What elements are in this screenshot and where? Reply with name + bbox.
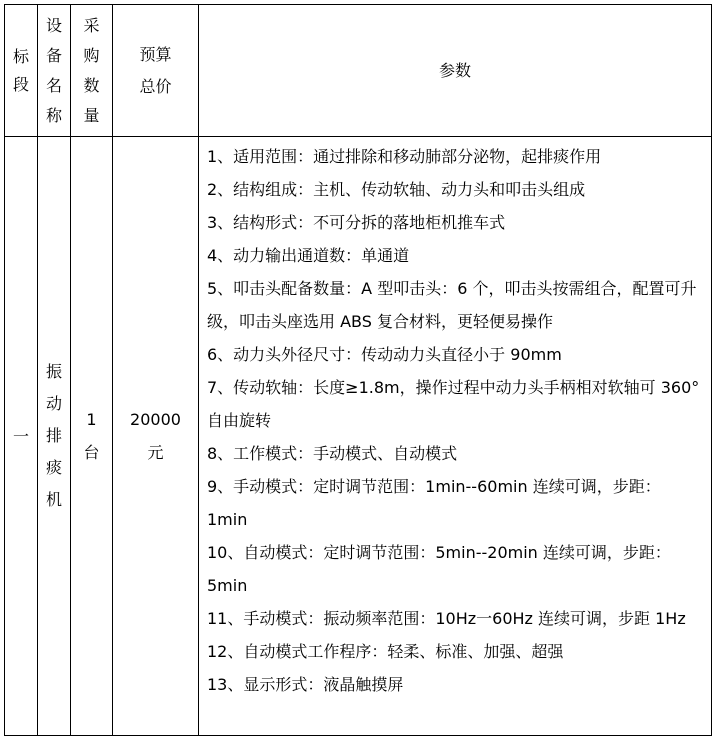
header-row: [5, 5, 712, 137]
header-budget-line: 总价: [139, 76, 172, 96]
cell-params: [199, 137, 712, 736]
header-device-char: 称: [45, 105, 62, 125]
param-line: 10、自动模式：定时调节范围：5min--20min 连续可调，步距：5min: [207, 543, 671, 595]
device-name-char: 动: [45, 394, 62, 413]
table-row: [5, 137, 712, 736]
param-line: 4、动力输出通道数：单通道: [207, 246, 410, 265]
param-line: 12、自动模式工作程序：轻柔、标准、加强、超强: [207, 642, 564, 661]
param-line: 9、手动模式：定时调节范围：1min--60min 连续可调，步距：1min: [207, 477, 661, 529]
quantity-unit: 台: [83, 443, 100, 462]
header-quantity-char: 购: [83, 45, 100, 65]
header-section-char: 标: [12, 46, 29, 66]
param-line: 1、适用范围：通过排除和移动肺部分泌物，起排痰作用: [207, 147, 602, 166]
param-line: 7、传动软轴：长度≥1.8m，操作过程中动力头手柄相对软轴可 360° 自由旋转: [207, 378, 700, 430]
cell-section: [5, 137, 38, 736]
header-section-char: 段: [12, 74, 29, 94]
header-params: [199, 5, 712, 137]
cell-quantity: [71, 137, 113, 736]
header-budget-line: 预算: [139, 44, 172, 64]
budget-unit: 元: [147, 443, 164, 462]
param-line: 3、结构形式：不可分拆的落地柜机推车式: [207, 213, 506, 232]
header-device-char: 名: [45, 75, 62, 95]
param-line: 8、工作模式：手动模式、自动模式: [207, 444, 458, 463]
cell-device-name: [38, 137, 71, 736]
budget-value: 20000: [130, 410, 181, 429]
param-line: 6、动力头外径尺寸：传动动力头直径小于 90mm: [207, 345, 562, 364]
device-name-char: 排: [45, 426, 62, 445]
param-line: 11、手动模式：振动频率范围：10Hz一60Hz 连续可调，步距 1Hz: [207, 609, 686, 628]
param-line: 5、叩击头配备数量：A 型叩击头：6 个，叩击头按需组合，配置可升级，叩击头座选用 ABS 复合材料，更轻便易操作: [207, 279, 697, 331]
section-value: 一: [12, 426, 29, 446]
param-line: 2、结构组成：主机、传动软轴、动力头和叩击头组成: [207, 180, 586, 199]
device-name-char: 痰: [45, 458, 62, 477]
header-quantity-char: 采: [83, 15, 100, 35]
device-name-char: 机: [45, 490, 62, 509]
param-line: 13、显示形式：液晶触摸屏: [207, 675, 404, 694]
procurement-table: [4, 4, 712, 736]
header-quantity-char: 数: [83, 75, 100, 95]
header-device-char: 备: [45, 45, 62, 65]
quantity-value: 1: [86, 410, 97, 429]
header-quantity: [71, 5, 113, 137]
header-budget: [113, 5, 199, 137]
header-params-label: 参数: [438, 61, 471, 80]
header-quantity-char: 量: [83, 105, 100, 125]
header-device-name: [38, 5, 71, 137]
cell-budget: [113, 137, 199, 736]
header-device-char: 设: [45, 15, 62, 35]
device-name-char: 振: [45, 362, 62, 381]
header-section: [5, 5, 38, 137]
